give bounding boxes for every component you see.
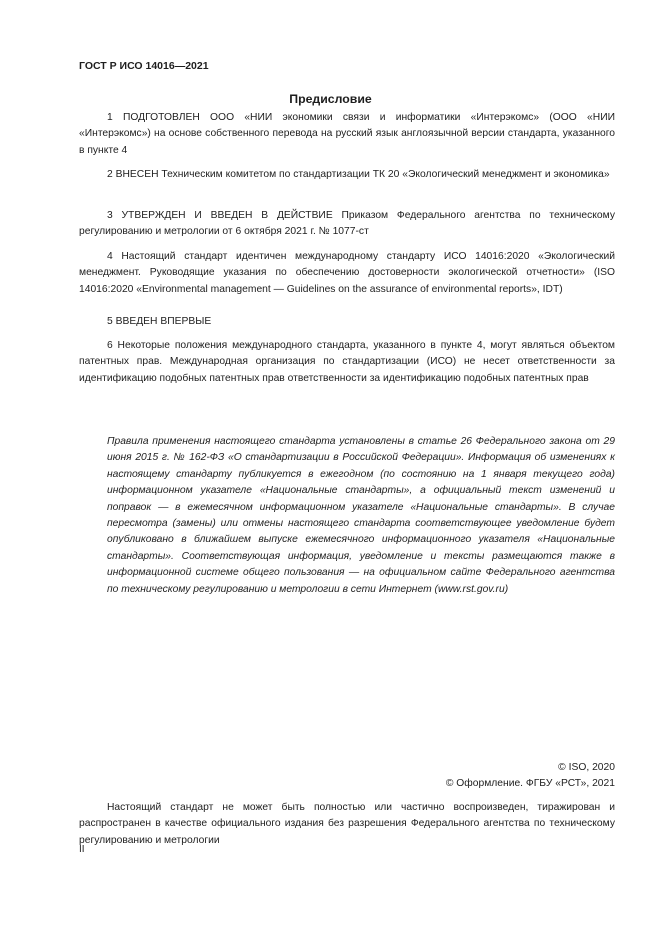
paragraph-4-identical: 4 Настоящий стандарт идентичен международному стандарту ИСО 14016:2020 «Экологический менеджмент. Руководящие указания по обеспечению достоверности экологической отчетности» (ISO 14016:2020 «Environmental management — Guidelines on the assurance of environmental reports», IDT): [79, 251, 615, 295]
paragraph-5-first-introduced: 5 ВВЕДЕН ВПЕРВЫЕ: [107, 316, 212, 327]
page-number: II: [79, 844, 85, 855]
paragraph-6-patents: 6 Некоторые положения международного стандарта, указанного в пункте 4, могут являться объектом патентных прав. Международная организация по стандартизации (ИСО) не несет ответственности за идентификацию подобных патентных прав ответственности за идентификацию подобных патентных прав: [79, 340, 615, 384]
document-code-header: ГОСТ Р ИСО 14016—2021: [79, 60, 209, 72]
rules-note: Правила применения настоящего стандарта установлены в статье 26 Федерального закона от 29 июня 2015 г. № 162-ФЗ «О стандартизации в Российской Федерации». Информация об изменениях к настоящему стандарту публикуется в ежегодном (по состоянию на 1 января текущего года) информационном указателе «Национальные стандарты», а официальный текст изменений и поправок — в ежемесячном информационном указателе «Национальные стандарты». В случае пересмотра (замены) или отмены настоящего стандарта соответствующее уведомление будет опубликовано в ближайшем выпуске ежемесячного информационного указателя «Национальные стандарты». Соответствующая информация, уведомление и тексты размещаются также в информационной системе общего пользования — на официальном сайте Федерального агентства по техническому регулированию и метрологии в сети Интернет (www.rst.gov.ru): [107, 436, 615, 595]
reproduction-notice: Настоящий стандарт не может быть полностью или частично воспроизведен, тиражирован и распространен в качестве официального издания без разрешения Федерального агентства по техническому регулированию и метрологии: [79, 802, 615, 846]
copyright-iso: © ISO, 2020: [558, 762, 615, 773]
copyright-design: © Оформление. ФГБУ «РСТ», 2021: [445, 778, 615, 789]
paragraph-1-prepared: 1 ПОДГОТОВЛЕН ООО «НИИ экономики связи и информатики «Интерэкомс» (ООО «НИИ «Интерэкомс») на основе собственного перевода на русский язык англоязычной версии стандарта, указанного в пункте 4: [79, 112, 615, 156]
paragraph-2-submitted: 2 ВНЕСЕН Техническим комитетом по стандартизации ТК 20 «Экологический менеджмент и экономика»: [107, 169, 610, 180]
section-title: Предисловие: [289, 92, 372, 106]
paragraph-3-approved: 3 УТВЕРЖДЕН И ВВЕДЕН В ДЕЙСТВИЕ Приказом Федерального агентства по техническому регулированию и метрологии от 6 октября 2021 г. № 1077-ст: [79, 210, 615, 238]
